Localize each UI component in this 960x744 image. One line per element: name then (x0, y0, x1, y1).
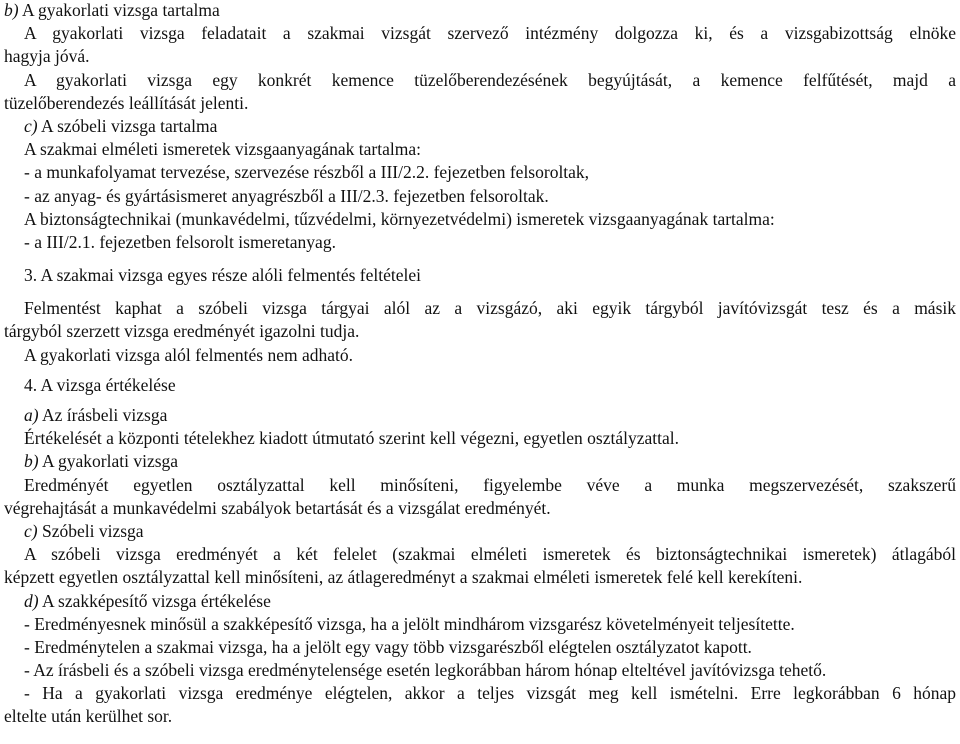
section-b-title: A gyakorlati vizsga tartalma (18, 0, 220, 20)
section-b-label: b) (4, 0, 19, 20)
section-c-label: c) (24, 115, 38, 136)
section-c-title: A szóbeli vizsga tartalma (37, 115, 218, 136)
s3-paragraph-2: A gyakorlati vizsga alól felmentés nem adható. (24, 344, 353, 365)
section-c-heading (4, 115, 956, 138)
c-line-4: A biztonságtechnikai (munkavédelmi, tűzvédelmi, környezetvédelmi) ismeretek vizsgaanyagának tartalma: (24, 208, 775, 229)
b-paragraph-2-line-2: tüzelőberendezés leállítását jelenti. (4, 92, 249, 113)
section-b-heading (4, 0, 956, 22)
section-b2-heading (4, 450, 956, 473)
a-line-1: Értékelését a központi tételekhez kiadott útmutató szerint kell végezni, egyetlen osztályzattal. (24, 428, 680, 449)
c2-line-1: A szóbeli vizsga eredményét a két felelet (szakmai elméleti ismeretek és biztonságtechnikai ismeretek) átlagából (24, 544, 956, 565)
section-4-heading: 4. A vizsga értékelése (24, 374, 176, 395)
d-line-2: - Eredménytelen a szakmai vizsga, ha a jelölt egy vagy több vizsgarészből elégtelen osztályzatot kapott. (24, 636, 752, 657)
s3-paragraph-1-line-1: Felmentést kaphat a szóbeli vizsga tárgyai alól az a vizsgázó, aki egyik tárgyból javítóvizsgát tesz és a másik (24, 298, 956, 319)
c-line-1: A szakmai elméleti ismeretek vizsgaanyagának tartalma: (24, 139, 421, 160)
section-d-heading (4, 590, 956, 613)
section-d-label: d) (24, 590, 39, 611)
document-page (4, 0, 956, 729)
d-line-5: eltelte után kerülhet sor. (4, 706, 173, 727)
section-b2-title: A gyakorlati vizsga (38, 451, 179, 472)
b2-line-2: végrehajtását a munkavédelmi szabályok betartását és a vizsgálat eredményét. (4, 497, 551, 518)
section-c2-label: c) (24, 520, 38, 541)
section-d-title: A szakképesítő vizsga értékelése (38, 590, 271, 611)
section-c2-heading (4, 520, 956, 543)
c-line-2: - a munkafolyamat tervezése, szervezése részből a III/2.2. fejezetben felsoroltak, (24, 162, 590, 183)
b-paragraph-1-line-2: hagyja jóvá. (4, 46, 90, 67)
b-paragraph-1-line-1: A gyakorlati vizsga feladatait a szakmai vizsgát szervező intézmény dolgozza ki, és a vizsgabizottság elnöke (24, 23, 956, 44)
b-paragraph-2-line-1: A gyakorlati vizsga egy konkrét kemence tüzelőberendezésének begyújtását, a kemence felfűtését, majd a (24, 69, 956, 90)
section-c2-title: Szóbeli vizsga (37, 520, 144, 541)
d-line-1: - Eredményesnek minősül a szakképesítő vizsga, ha a jelölt mindhárom vizsgarész követelményeit teljesítette. (24, 613, 795, 634)
section-3-heading: 3. A szakmai vizsga egyes része alóli felmentés feltételei (24, 265, 421, 286)
c-line-5: - a III/2.1. fejezetben felsorolt ismeretanyag. (24, 231, 336, 252)
c-line-3: - az anyag- és gyártásismeret anyagrészből a III/2.3. fejezetben felsoroltak. (24, 185, 549, 206)
b2-line-1: Eredményét egyetlen osztályzattal kell minősíteni, figyelembe véve a munka megszervezését, szakszerű (24, 474, 956, 495)
d-line-3: - Az írásbeli és a szóbeli vizsga eredménytelensége esetén legkorábban három hónap elteltével javítóvizsga tehető. (24, 660, 827, 681)
section-b2-label: b) (24, 451, 39, 472)
c2-line-2: képzett egyetlen osztályzattal kell minősíteni, az átlageredményt a szakmai elméleti ismeretek felé kell kerekíteni. (4, 567, 803, 588)
s3-paragraph-1-line-2: tárgyból szerzett vizsga eredményét igazolni tudja. (4, 321, 360, 342)
section-a-label: a) (24, 405, 39, 425)
section-a-title: Az írásbeli vizsga (38, 405, 168, 425)
section-a-heading (4, 404, 956, 427)
d-line-4: - Ha a gyakorlati vizsga eredménye elégtelen, akkor a teljes vizsgát meg kell ismételni. Erre legkorábban 6 hónap (24, 683, 956, 704)
